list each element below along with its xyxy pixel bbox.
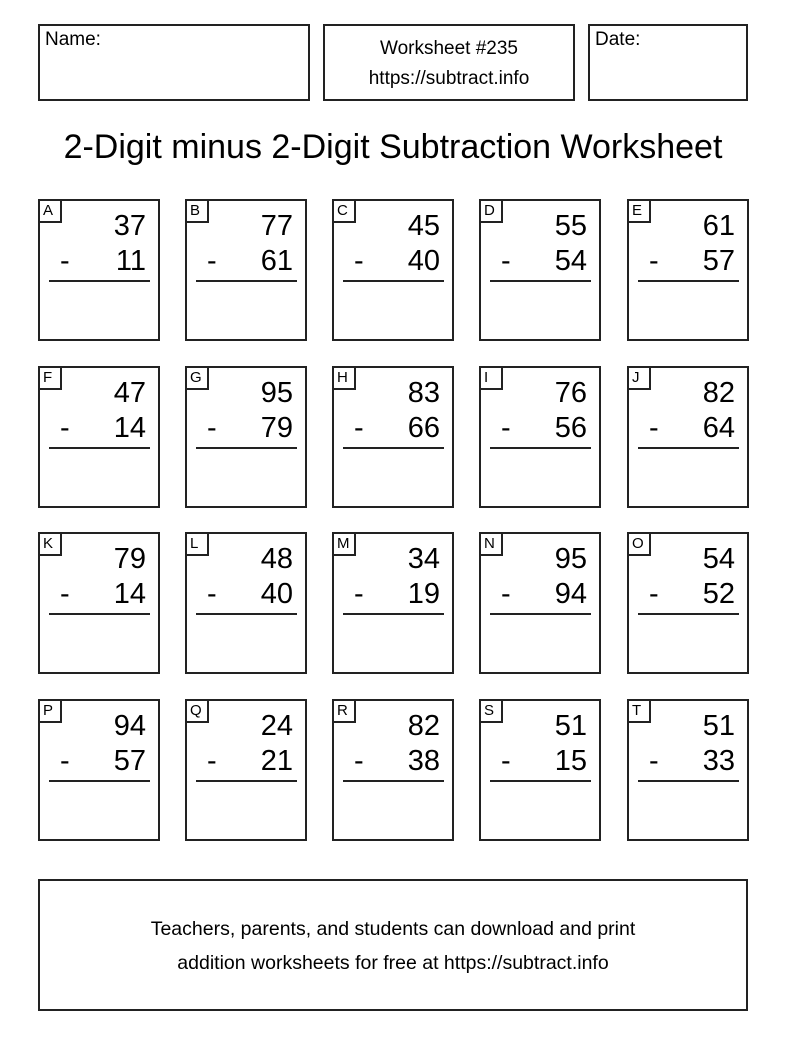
problem-card (627, 199, 749, 341)
minus-sign: - (60, 745, 70, 777)
answer-line (490, 613, 591, 615)
problem-card (185, 699, 307, 841)
problem-label: I (479, 366, 503, 390)
problem-card (185, 366, 307, 508)
answer-line (343, 613, 444, 615)
minuend: 55 (554, 210, 587, 242)
footer-line-2: addition worksheets for free at https://subtract.info (177, 952, 609, 974)
subtrahend: 40 (260, 578, 293, 610)
answer-line (343, 780, 444, 782)
minuend: 82 (407, 710, 440, 742)
problem-card (38, 199, 160, 341)
date-label: Date: (595, 29, 641, 50)
answer-line (49, 780, 150, 782)
subtrahend: 52 (702, 578, 735, 610)
minus-sign: - (501, 412, 511, 444)
problem-label: Q (185, 699, 209, 723)
minus-sign: - (207, 412, 217, 444)
answer-line (638, 280, 739, 282)
problem-card (38, 366, 160, 508)
minuend: 51 (554, 710, 587, 742)
minuend: 34 (407, 543, 440, 575)
minuend: 77 (260, 210, 293, 242)
answer-line (343, 447, 444, 449)
subtrahend: 56 (554, 412, 587, 444)
answer-line (49, 447, 150, 449)
subtrahend: 57 (702, 245, 735, 277)
problem-label: G (185, 366, 209, 390)
problem-card (332, 532, 454, 674)
worksheet-info-box (323, 24, 575, 101)
problem-card (479, 699, 601, 841)
problem-label: F (38, 366, 62, 390)
minuend: 95 (260, 377, 293, 409)
subtrahend: 79 (260, 412, 293, 444)
minus-sign: - (354, 745, 364, 777)
answer-line (490, 447, 591, 449)
problem-card (627, 366, 749, 508)
subtrahend: 54 (554, 245, 587, 277)
minus-sign: - (501, 745, 511, 777)
problem-label: T (627, 699, 651, 723)
minus-sign: - (354, 578, 364, 610)
minuend: 95 (554, 543, 587, 575)
problem-card (479, 532, 601, 674)
problem-card (627, 532, 749, 674)
subtrahend: 33 (702, 745, 735, 777)
subtrahend: 21 (260, 745, 293, 777)
problem-label: D (479, 199, 503, 223)
minuend: 51 (702, 710, 735, 742)
subtrahend: 94 (554, 578, 587, 610)
answer-line (196, 447, 297, 449)
minus-sign: - (60, 245, 70, 277)
problem-card (185, 199, 307, 341)
minuend: 61 (702, 210, 735, 242)
name-label: Name: (45, 29, 101, 50)
subtrahend: 40 (407, 245, 440, 277)
minuend: 37 (113, 210, 146, 242)
name-field-box (38, 24, 310, 101)
problem-label: S (479, 699, 503, 723)
date-field-box (588, 24, 748, 101)
problem-label: R (332, 699, 356, 723)
answer-line (196, 613, 297, 615)
subtrahend: 61 (260, 245, 293, 277)
minus-sign: - (649, 245, 659, 277)
subtrahend: 19 (407, 578, 440, 610)
minuend: 83 (407, 377, 440, 409)
minus-sign: - (649, 578, 659, 610)
answer-line (638, 613, 739, 615)
answer-line (490, 780, 591, 782)
subtrahend: 15 (554, 745, 587, 777)
problem-label: A (38, 199, 62, 223)
minuend: 24 (260, 710, 293, 742)
worksheet-number: Worksheet #235 (379, 38, 518, 59)
problem-card (479, 366, 601, 508)
minus-sign: - (207, 578, 217, 610)
answer-line (49, 280, 150, 282)
minuend: 79 (113, 543, 146, 575)
problem-card (38, 699, 160, 841)
minuend: 94 (113, 710, 146, 742)
answer-line (638, 447, 739, 449)
minus-sign: - (354, 412, 364, 444)
problem-card (332, 199, 454, 341)
problem-label: O (627, 532, 651, 556)
answer-line (196, 780, 297, 782)
subtrahend: 64 (702, 412, 735, 444)
answer-line (490, 280, 591, 282)
minuend: 45 (407, 210, 440, 242)
worksheet-url: https://subtract.info (368, 68, 530, 89)
problem-label: E (627, 199, 651, 223)
answer-line (196, 280, 297, 282)
minuend: 48 (260, 543, 293, 575)
minus-sign: - (501, 245, 511, 277)
answer-line (638, 780, 739, 782)
problem-label: B (185, 199, 209, 223)
minuend: 54 (702, 543, 735, 575)
problem-card (627, 699, 749, 841)
problem-card (332, 699, 454, 841)
minuend: 82 (702, 377, 735, 409)
subtrahend: 38 (407, 745, 440, 777)
footer-box (38, 879, 748, 1011)
minus-sign: - (207, 745, 217, 777)
problem-label: H (332, 366, 356, 390)
subtrahend: 66 (407, 412, 440, 444)
problem-label: L (185, 532, 209, 556)
answer-line (343, 280, 444, 282)
problem-card (185, 532, 307, 674)
problem-label: C (332, 199, 356, 223)
minus-sign: - (60, 578, 70, 610)
problem-card (332, 366, 454, 508)
footer-line-1: Teachers, parents, and students can download and print (150, 918, 636, 940)
minuend: 47 (113, 377, 146, 409)
subtrahend: 57 (113, 745, 146, 777)
minus-sign: - (501, 578, 511, 610)
problem-card (38, 532, 160, 674)
problem-label: N (479, 532, 503, 556)
problem-label: J (627, 366, 651, 390)
minus-sign: - (649, 745, 659, 777)
problem-label: K (38, 532, 62, 556)
problem-label: P (38, 699, 62, 723)
subtrahend: 11 (115, 245, 146, 277)
page-title: 2-Digit minus 2-Digit Subtraction Worksheet (63, 128, 723, 166)
problem-label: M (332, 532, 356, 556)
minus-sign: - (354, 245, 364, 277)
subtrahend: 14 (113, 578, 146, 610)
minuend: 76 (554, 377, 587, 409)
minus-sign: - (207, 245, 217, 277)
problem-card (479, 199, 601, 341)
subtrahend: 14 (113, 412, 146, 444)
answer-line (49, 613, 150, 615)
minus-sign: - (60, 412, 70, 444)
minus-sign: - (649, 412, 659, 444)
